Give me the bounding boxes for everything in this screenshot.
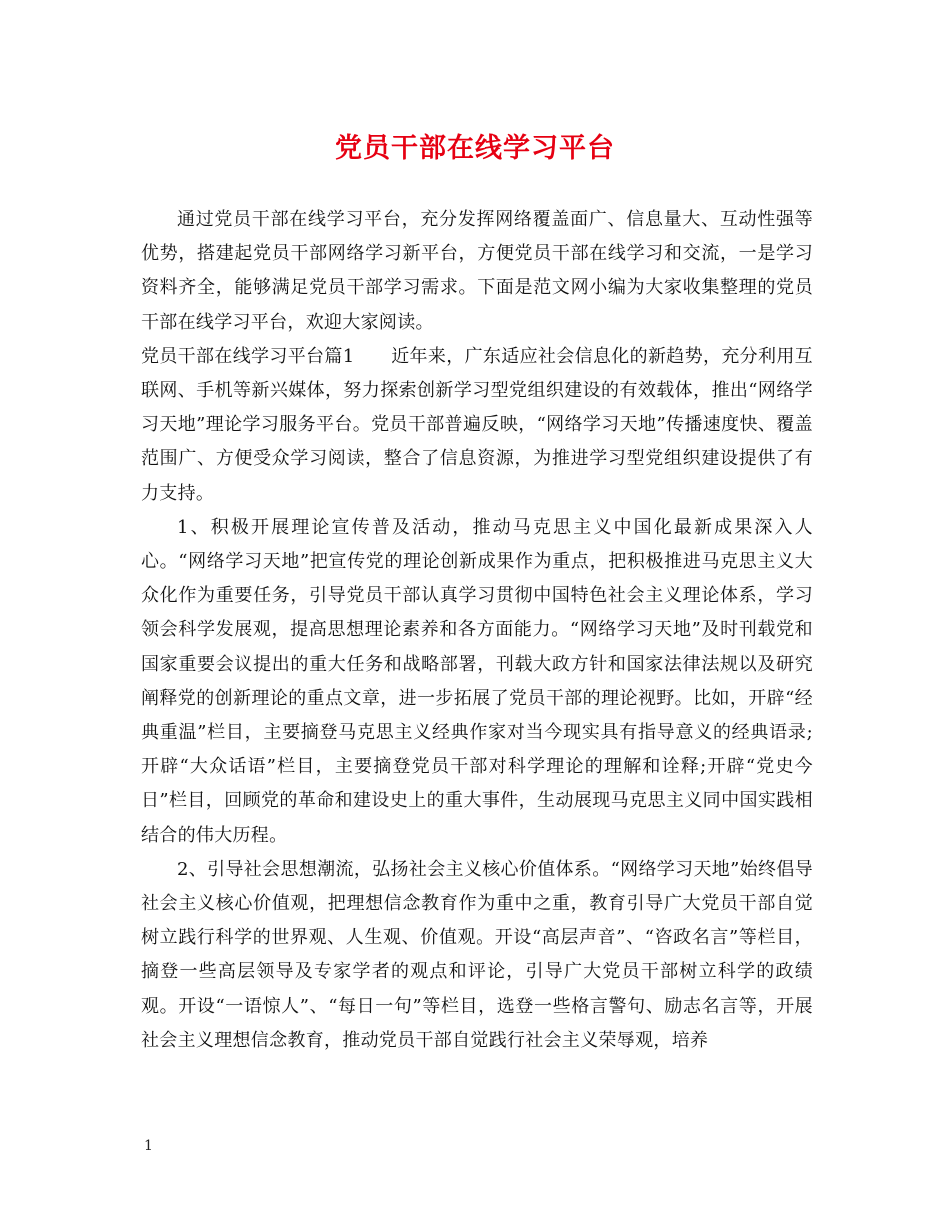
point1-paragraph: 1、积极开展理论宣传普及活动，推动马克思主义中国化最新成果深入人心。“网络学习天地”把宣传党的理论创新成果作为重点，把积极推进马克思主义大众化作为重要任务，引导党员干部认真学习贯彻中国特色社会主义理论体系，学习领会科学发展观，提高思想理论素养和各方面能力。“网络学习天地”及时刊载党和国家重要会议提出的重大任务和战略部署，刊载大政方针和国家法律法规以及研究阐释党的创新理论的重点文章，进一步拓展了党员干部的理论视野。比如，开辟“经典重温”栏目，主要摘登马克思主义经典作家对当今现实具有指导意义的经典语录;开辟“大众话语”栏目，主要摘登党员干部对科学理论的理解和诠释;开辟“党史今日”栏目，回顾党的革命和建设史上的重大事件，生动展现马克思主义同中国实践相结合的伟大历程。 — [141, 516, 813, 846]
page-number: 1 — [144, 1138, 153, 1154]
point2-paragraph: 2、引导社会思想潮流，弘扬社会主义核心价值体系。“网络学习天地”始终倡导社会主义核心价值观，把理想信念教育作为重中之重，教育引导广大党员干部自觉树立践行科学的世界观、人生观、价值观。开设“高层声音”、“咨政名言”等栏目，摘登一些高层领导及专家学者的观点和评论，引导广大党员干部树立科学的政绩观。开设“一语惊人”、“每日一句”等栏目，选登一些格言警句、励志名言等，开展社会主义理想信念教育，推动党员干部自觉践行社会主义荣辱观，培养 — [141, 858, 813, 1051]
section1-paragraph: 党员干部在线学习平台篇1 近年来，广东适应社会信息化的新趋势，充分利用互联网、手机等新兴媒体，努力探索创新学习型党组织建设的有效载体，推出“网络学习天地”理论学习服务平台。党员干部普遍反映，“网络学习天地”传播速度快、覆盖范围广、方便受众学习阅读，整合了信息资源，为推进学习型党组织建设提供了有力支持。 — [141, 345, 813, 504]
intro-paragraph: 通过党员干部在线学习平台，充分发挥网络覆盖面广、信息量大、互动性强等优势，搭建起党员干部网络学习新平台，方便党员干部在线学习和交流，一是学习资料齐全，能够满足党员干部学习需求。下面是范文网小编为大家收集整理的党员干部在线学习平台，欢迎大家阅读。 — [141, 209, 813, 333]
document-body — [141, 203, 813, 1058]
document-title: 党员干部在线学习平台 — [335, 133, 615, 164]
